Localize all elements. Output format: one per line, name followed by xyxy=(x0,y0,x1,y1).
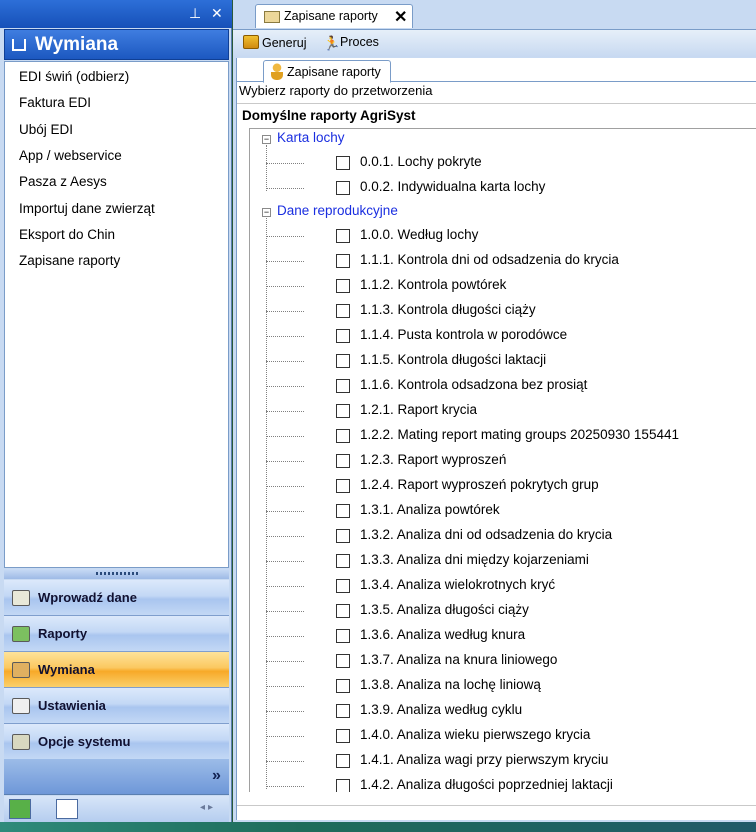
report-checkbox[interactable] xyxy=(336,479,350,493)
tree-connector xyxy=(266,711,304,712)
report-checkbox[interactable] xyxy=(336,379,350,393)
reports-panel xyxy=(236,58,756,820)
nav-item-importuj-dane[interactable]: Importuj dane zwierząt xyxy=(19,201,155,216)
report-item-label[interactable]: 1.4.1. Analiza wagi przy pierwszym kryciu xyxy=(360,752,609,767)
settings-icon xyxy=(12,698,30,714)
nav-item-zapisane-raporty[interactable]: Zapisane raporty xyxy=(19,253,121,268)
inner-tab-title: Zapisane raporty xyxy=(287,65,381,79)
tree-connector xyxy=(266,786,304,787)
reports-icon xyxy=(12,626,30,642)
report-item-label[interactable]: 1.4.0. Analiza wieku pierwszego krycia xyxy=(360,727,591,742)
tree-connector xyxy=(266,436,304,437)
process-label: Proces xyxy=(340,35,379,49)
splitter-grip-icon xyxy=(96,572,138,575)
section-button-ustawienia[interactable] xyxy=(4,688,229,724)
user-icon xyxy=(271,63,283,80)
tree-connector xyxy=(266,486,304,487)
report-item-label[interactable]: 1.3.8. Analiza na lochę liniową xyxy=(360,677,541,692)
tree-connector xyxy=(266,536,304,537)
tree-connector xyxy=(266,336,304,337)
report-item-label[interactable]: 1.2.4. Raport wyproszeń pokrytych grup xyxy=(360,477,599,492)
chevron-double-right-icon[interactable]: » xyxy=(212,767,221,784)
system-options-icon xyxy=(12,734,30,750)
report-item-label[interactable]: 1.0.0. Według lochy xyxy=(360,227,479,242)
report-item-label[interactable]: 1.2.3. Raport wyproszeń xyxy=(360,452,507,467)
section-button-wymiana[interactable] xyxy=(4,652,229,688)
report-item-label[interactable]: 1.3.4. Analiza wielokrotnych kryć xyxy=(360,577,556,592)
tree-group-label[interactable]: Karta lochy xyxy=(277,130,345,145)
pin-icon[interactable]: ⊥ xyxy=(189,5,202,21)
tree-connector xyxy=(266,586,304,587)
document-tab-title: Zapisane raporty xyxy=(284,9,378,23)
report-checkbox[interactable] xyxy=(336,679,350,693)
section-label: Raporty xyxy=(38,626,88,641)
report-checkbox[interactable] xyxy=(336,604,350,618)
navigation-pane xyxy=(0,0,232,822)
close-icon[interactable]: ✕ xyxy=(211,5,223,21)
nav-mini-bar xyxy=(4,796,229,822)
report-item-label[interactable]: 1.4.2. Analiza długości poprzedniej laktacji xyxy=(360,777,613,792)
collapse-toggle-icon[interactable]: − xyxy=(263,134,270,144)
tree-vertical-connector xyxy=(266,145,267,191)
report-checkbox[interactable] xyxy=(336,329,350,343)
report-item-label[interactable]: 1.3.2. Analiza dni od odsadzenia do krycia xyxy=(360,527,613,542)
report-checkbox[interactable] xyxy=(336,754,350,768)
instruction-text: Wybierz raporty do przetworzenia xyxy=(239,83,433,98)
tree-connector xyxy=(266,311,304,312)
exchange-icon xyxy=(12,662,30,678)
tree-group-label[interactable]: Dane reprodukcyjne xyxy=(277,203,398,218)
nav-overflow-bar[interactable] xyxy=(4,759,229,795)
tree-connector xyxy=(266,286,304,287)
report-item-label[interactable]: 1.3.7. Analiza na knura liniowego xyxy=(360,652,558,667)
tree-connector xyxy=(266,561,304,562)
nav-header xyxy=(4,29,229,60)
tree-connector xyxy=(266,188,304,189)
tree-vertical-connector xyxy=(266,218,267,789)
inner-tabstrip xyxy=(237,58,756,82)
report-item-label[interactable]: 0.0.2. Indywidualna karta lochy xyxy=(360,179,546,194)
document-tab[interactable] xyxy=(255,4,413,28)
section-label: Wymiana xyxy=(38,662,95,677)
tree-connector xyxy=(266,661,304,662)
report-checkbox[interactable] xyxy=(336,729,350,743)
report-checkbox[interactable] xyxy=(336,704,350,718)
tree-connector xyxy=(266,236,304,237)
tree-connector xyxy=(266,511,304,512)
report-item-label[interactable]: 1.2.1. Raport krycia xyxy=(360,402,478,417)
report-checkbox[interactable] xyxy=(336,304,350,318)
report-item-label[interactable]: 0.0.1. Lochy pokryte xyxy=(360,154,482,169)
tree-connector xyxy=(266,736,304,737)
nav-item-edi-swin[interactable]: EDI świń (odbierz) xyxy=(19,69,130,84)
report-checkbox[interactable] xyxy=(336,629,350,643)
desktop-strip xyxy=(0,822,756,832)
mini-data-entry-icon[interactable] xyxy=(9,799,31,819)
inner-tab-zapisane-raporty[interactable] xyxy=(263,60,391,83)
nav-item-app-webservice[interactable]: App / webservice xyxy=(19,148,122,163)
nav-item-eksport-chin[interactable]: Eksport do Chin xyxy=(19,227,116,242)
tree-connector xyxy=(266,386,304,387)
collapse-toggle-icon[interactable]: − xyxy=(263,207,270,217)
report-item-label[interactable]: 1.1.2. Kontrola powtórek xyxy=(360,277,507,292)
report-checkbox[interactable] xyxy=(336,229,350,243)
pane-titlebar xyxy=(0,0,232,28)
report-item-label[interactable]: 1.1.6. Kontrola odsadzona bez prosiąt xyxy=(360,377,588,392)
nav-list xyxy=(4,61,229,568)
generate-button[interactable] xyxy=(243,35,306,53)
tree-connector xyxy=(266,411,304,412)
report-tree xyxy=(237,103,756,805)
section-label: Opcje systemu xyxy=(38,734,131,749)
report-checkbox[interactable] xyxy=(336,404,350,418)
report-checkbox[interactable] xyxy=(336,181,350,195)
report-checkbox[interactable] xyxy=(336,554,350,568)
report-item-label[interactable]: 1.2.2. Mating report mating groups 20250930 155441 xyxy=(360,427,679,442)
section-label: Ustawienia xyxy=(38,698,106,713)
section-button-wprowadz-dane[interactable] xyxy=(4,580,229,616)
section-button-opcje-systemu[interactable] xyxy=(4,724,229,760)
scroll-arrows-icon[interactable]: ◂▸ xyxy=(200,802,217,813)
report-checkbox[interactable] xyxy=(336,779,350,792)
report-item-label[interactable]: 1.3.3. Analiza dni między kojarzeniami xyxy=(360,552,589,567)
section-button-raporty[interactable] xyxy=(4,616,229,652)
report-item-label[interactable]: 1.1.5. Kontrola długości laktacji xyxy=(360,352,547,367)
report-item-label[interactable]: 1.3.1. Analiza powtórek xyxy=(360,502,500,517)
pane-splitter[interactable] xyxy=(4,569,229,579)
tree-connector xyxy=(266,611,304,612)
tree-connector xyxy=(266,761,304,762)
nav-item-uboj-edi[interactable]: Ubój EDI xyxy=(19,122,74,137)
folder-icon xyxy=(12,39,26,51)
toolbar xyxy=(233,29,756,57)
report-item-label[interactable]: 1.3.5. Analiza długości ciąży xyxy=(360,602,529,617)
close-tab-icon[interactable]: ✕ xyxy=(394,9,408,26)
document-area xyxy=(233,0,756,822)
report-checkbox[interactable] xyxy=(336,579,350,593)
tree-connector xyxy=(266,686,304,687)
mini-report-icon[interactable] xyxy=(56,799,78,819)
report-item-label[interactable]: 1.1.1. Kontrola dni od odsadzenia do krycia xyxy=(360,252,619,267)
tree-connector xyxy=(266,461,304,462)
data-entry-icon xyxy=(12,590,30,606)
nav-item-pasza-aesys[interactable]: Pasza z Aesys xyxy=(19,174,107,189)
report-checkbox[interactable] xyxy=(336,279,350,293)
report-checkbox[interactable] xyxy=(336,156,350,170)
nav-item-faktura-edi[interactable]: Faktura EDI xyxy=(19,95,92,110)
report-checkbox[interactable] xyxy=(336,429,350,443)
section-label: Wprowadź dane xyxy=(38,590,137,605)
report-checkbox[interactable] xyxy=(336,504,350,518)
process-button[interactable] xyxy=(323,35,379,53)
report-item-label[interactable]: 1.1.4. Pusta kontrola w porodówce xyxy=(360,327,568,342)
tree-connector xyxy=(266,636,304,637)
panel-bottom-bar xyxy=(237,805,756,820)
report-checkbox[interactable] xyxy=(336,254,350,268)
saved-reports-icon xyxy=(264,11,280,23)
report-checkbox[interactable] xyxy=(336,529,350,543)
report-item-label[interactable]: 1.3.9. Analiza według cyklu xyxy=(360,702,523,717)
report-item-label[interactable]: 1.3.6. Analiza według knura xyxy=(360,627,526,642)
tree-connector xyxy=(266,261,304,262)
tree-body xyxy=(249,128,756,792)
tree-connector xyxy=(266,361,304,362)
generate-label: Generuj xyxy=(262,36,307,50)
tree-connector xyxy=(266,163,304,164)
report-checkbox[interactable] xyxy=(336,454,350,468)
report-checkbox[interactable] xyxy=(336,654,350,668)
tree-heading: Domyślne raporty AgriSyst xyxy=(242,108,416,123)
generate-icon xyxy=(243,35,259,49)
report-item-label[interactable]: 1.1.3. Kontrola długości ciąży xyxy=(360,302,536,317)
runner-icon: 🏃 xyxy=(323,35,341,51)
report-checkbox[interactable] xyxy=(336,354,350,368)
nav-header-title: Wymiana xyxy=(35,34,119,55)
